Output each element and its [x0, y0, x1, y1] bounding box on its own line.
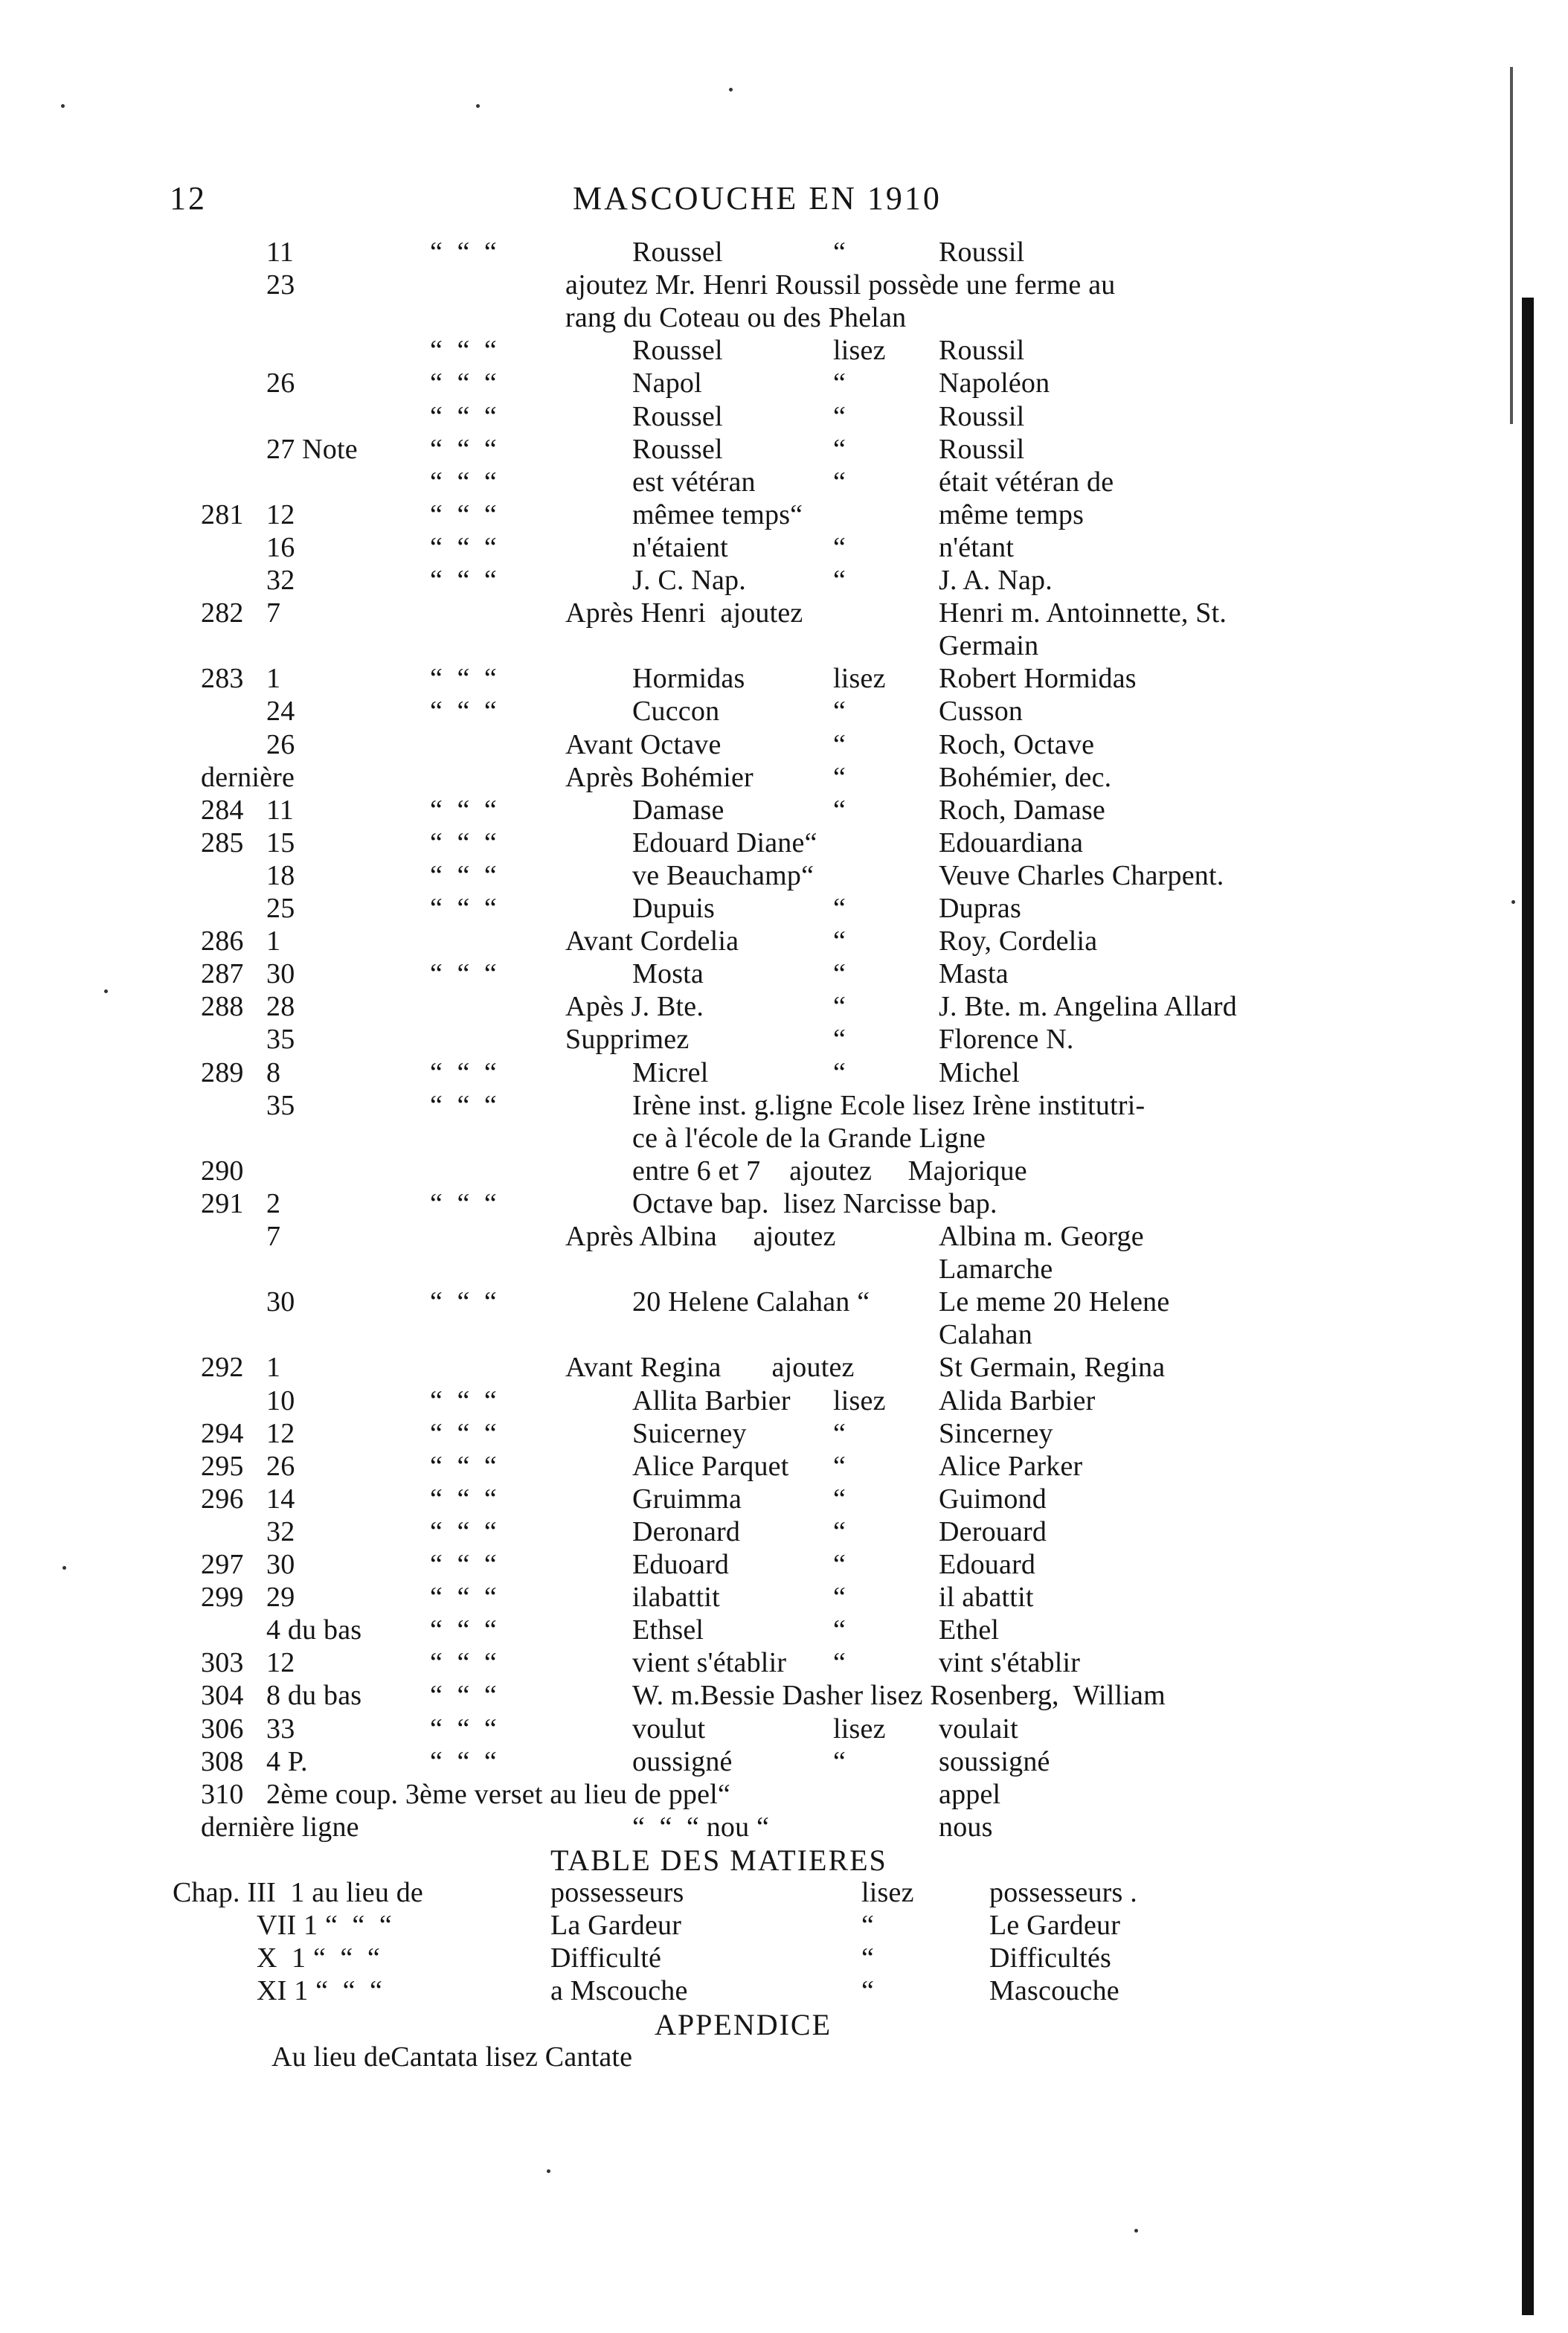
errata-page: 297 — [201, 1549, 244, 1580]
ditto-marks: “ “ “ — [430, 893, 497, 924]
ditto-marks: “ “ “ — [430, 532, 497, 563]
errata-verb: “ — [833, 925, 846, 957]
speck — [61, 104, 65, 108]
errata-verb: lisez — [833, 1385, 886, 1416]
errata-verb: “ — [833, 696, 846, 727]
errata-correction: St Germain, Regina — [939, 1352, 1166, 1383]
errata-verb: “ — [833, 532, 846, 563]
errata-original: ve Beauchamp“ — [632, 860, 814, 891]
errata-original: Roussel — [632, 335, 723, 366]
errata-correction: Albina m. George — [939, 1221, 1144, 1252]
errata-line: 35 — [266, 1024, 295, 1055]
errata-verb: “ — [833, 434, 846, 465]
errata-correction: Le meme 20 Helene — [939, 1286, 1170, 1318]
errata-line: 1 — [266, 1352, 281, 1383]
errata-page: 281 — [201, 499, 244, 530]
errata-line: 12 — [266, 499, 295, 530]
errata-original: Eduoard — [632, 1549, 730, 1580]
errata-line: 27 Note — [266, 434, 358, 465]
errata-correction: Germain — [939, 630, 1039, 661]
errata-original: Apès J. Bte. — [565, 991, 704, 1022]
errata-original: Hormidas — [632, 663, 745, 694]
errata-verb: “ — [833, 1451, 846, 1482]
ditto-marks: “ “ “ — [430, 466, 497, 498]
errata-correction: Roussil — [939, 237, 1025, 268]
errata-correction: vint s'établir — [939, 1647, 1081, 1678]
speck — [1511, 900, 1515, 904]
errata-verb: “ — [833, 466, 846, 498]
ditto-marks: “ “ “ — [430, 795, 497, 826]
errata-page: 299 — [201, 1582, 244, 1613]
errata-line: 25 — [266, 893, 295, 924]
errata-verb: lisez — [833, 663, 886, 694]
ditto-marks: “ “ “ — [430, 1090, 497, 1121]
errata-original: Damase — [632, 795, 724, 826]
ditto-marks: “ “ “ — [430, 958, 497, 989]
errata-line: 11 — [266, 795, 294, 826]
errata-page: 285 — [201, 827, 244, 859]
errata-original: Napol — [632, 368, 702, 399]
errata-correction: Sincerney — [939, 1418, 1053, 1449]
errata-correction: Ethel — [939, 1614, 1000, 1646]
errata-verb: “ — [833, 1057, 846, 1088]
errata-correction: Roch, Damase — [939, 795, 1105, 826]
errata-correction: Cusson — [939, 696, 1024, 727]
errata-original: est vétéran — [632, 466, 756, 498]
errata-verb: “ — [833, 795, 846, 826]
speck — [62, 1566, 66, 1570]
ditto-marks: “ “ “ — [430, 1582, 497, 1613]
errata-original: vient s'établir — [632, 1647, 787, 1678]
errata-original: Supprimez — [565, 1024, 690, 1055]
errata-correction: Edouardiana — [939, 827, 1084, 859]
errata-line: 7 — [266, 1221, 281, 1252]
errata-original: Après Albina ajoutez — [565, 1221, 836, 1252]
errata-original: Avant Octave — [565, 729, 722, 760]
errata-line: 26 — [266, 368, 295, 399]
ditto-marks: “ “ “ — [430, 860, 497, 891]
errata-line: 26 — [266, 1451, 295, 1482]
errata-original: Octave bap. lisez Narcisse bap. — [632, 1188, 997, 1219]
errata-original: Roussel — [632, 434, 723, 465]
errata-line: 2 — [266, 1188, 281, 1219]
errata-page: 304 — [201, 1680, 244, 1711]
ditto-marks: “ “ “ — [430, 1286, 497, 1318]
errata-page: 294 — [201, 1418, 244, 1449]
errata-correction: Edouard — [939, 1549, 1036, 1580]
errata-original: voulut — [632, 1713, 706, 1745]
errata-correction: Lamarche — [939, 1254, 1053, 1285]
errata-verb: “ — [833, 893, 846, 924]
ditto-marks: “ “ “ — [430, 1516, 497, 1547]
errata-original: 20 Helene Calahan “ — [632, 1286, 870, 1318]
errata-original: Edouard Diane“ — [632, 827, 817, 859]
errata-line: 30 — [266, 1549, 295, 1580]
ditto-marks: “ “ “ — [430, 827, 497, 859]
errata-page: 310 — [201, 1779, 244, 1810]
ditto-marks: “ “ “ — [430, 368, 497, 399]
errata-line: 16 — [266, 532, 295, 563]
errata-correction: Napoléon — [939, 368, 1050, 399]
errata-original: Suicerney — [632, 1418, 747, 1449]
errata-line: 12 — [266, 1418, 295, 1449]
errata-original: Après Bohémier — [565, 762, 754, 793]
errata-original: Micrel — [632, 1057, 709, 1088]
errata-original: Irène inst. g.ligne Ecole lisez Irène institutri- — [632, 1090, 1146, 1121]
toc-correction: Difficultés — [989, 1942, 1112, 1974]
errata-page: 283 — [201, 663, 244, 694]
errata-original: n'étaient — [632, 532, 728, 563]
errata-page: 282 — [201, 597, 244, 629]
errata-original: Allita Barbier — [632, 1385, 791, 1416]
errata-line: 4 P. — [266, 1746, 308, 1777]
errata-original: rang du Coteau ou des Phelan — [565, 302, 907, 333]
errata-original: Roussel — [632, 401, 723, 432]
toc-original: La Gardeur — [550, 1910, 682, 1941]
errata-verb: lisez — [833, 1713, 886, 1745]
running-title: MASCOUCHE EN 1910 — [573, 180, 942, 216]
errata-line: 18 — [266, 860, 295, 891]
errata-correction: Roussil — [939, 401, 1025, 432]
errata-correction: appel — [939, 1779, 1001, 1810]
ditto-marks: “ “ “ — [430, 1614, 497, 1646]
toc-chapter: XI 1 “ “ “ — [257, 1975, 383, 2006]
errata-correction: Henri m. Antoinnette, St. — [939, 597, 1227, 629]
errata-correction: soussigné — [939, 1746, 1050, 1777]
toc-verb: “ — [861, 1975, 875, 2006]
ditto-marks: “ “ “ — [430, 237, 497, 268]
errata-correction: Alida Barbier — [939, 1385, 1096, 1416]
errata-verb: “ — [833, 1746, 846, 1777]
ditto-marks: “ “ “ — [430, 565, 497, 596]
errata-correction: Calahan — [939, 1319, 1032, 1350]
errata-verb: lisez — [833, 335, 886, 366]
errata-original: Deronard — [632, 1516, 741, 1547]
errata-correction: Derouard — [939, 1516, 1047, 1547]
errata-original: Alice Parquet — [632, 1451, 789, 1482]
errata-line: 26 — [266, 729, 295, 760]
errata-page: dernière — [201, 762, 295, 793]
errata-verb: “ — [833, 958, 846, 989]
errata-correction: Roussil — [939, 335, 1025, 366]
errata-verb: “ — [833, 1418, 846, 1449]
errata-original: ilabattit — [632, 1582, 720, 1613]
toc-verb: “ — [861, 1910, 875, 1941]
ditto-marks: “ “ “ — [430, 1385, 497, 1416]
errata-correction: Robert Hormidas — [939, 663, 1137, 694]
errata-line: 7 — [266, 597, 281, 629]
errata-verb: “ — [833, 1647, 846, 1678]
speck — [729, 88, 733, 92]
errata-page: 296 — [201, 1483, 244, 1515]
errata-page: 295 — [201, 1451, 244, 1482]
speck — [547, 2169, 550, 2173]
errata-correction: n'étant — [939, 532, 1015, 563]
ditto-marks: “ “ “ — [430, 1549, 497, 1580]
errata-line: 28 — [266, 991, 295, 1022]
errata-original: Mosta — [632, 958, 704, 989]
toc-correction: possesseurs . — [989, 1877, 1137, 1908]
errata-original: “ “ “ nou “ — [632, 1811, 770, 1843]
errata-page: 292 — [201, 1352, 244, 1383]
errata-line: 32 — [266, 565, 295, 596]
speck — [104, 989, 108, 993]
errata-verb: “ — [833, 1549, 846, 1580]
errata-line: 24 — [266, 696, 295, 727]
errata-line: 12 — [266, 1647, 295, 1678]
errata-page: 290 — [201, 1155, 244, 1187]
errata-original: Ethsel — [632, 1614, 704, 1646]
errata-verb: “ — [833, 1614, 846, 1646]
errata-correction: Roy, Cordelia — [939, 925, 1098, 957]
errata-correction: voulait — [939, 1713, 1018, 1745]
errata-original: ajoutez Mr. Henri Roussil possède une ferme au — [565, 269, 1116, 301]
ditto-marks: “ “ “ — [430, 1680, 497, 1711]
errata-line: 15 — [266, 827, 295, 859]
errata-line: 14 — [266, 1483, 295, 1515]
errata-line: 30 — [266, 1286, 295, 1318]
errata-correction: était vétéran de — [939, 466, 1114, 498]
errata-line: 10 — [266, 1385, 295, 1416]
toc-verb: “ — [861, 1942, 875, 1974]
errata-correction: J. A. Nap. — [939, 565, 1053, 596]
errata-verb: “ — [833, 729, 846, 760]
page-number: 12 — [170, 180, 207, 216]
errata-page: 306 — [201, 1713, 244, 1745]
speck — [476, 104, 480, 108]
errata-verb: “ — [833, 1024, 846, 1055]
errata-original: mêmee temps“ — [632, 499, 803, 530]
ditto-marks: “ “ “ — [430, 335, 497, 366]
toc-verb: lisez — [861, 1877, 914, 1908]
errata-correction: Roussil — [939, 434, 1025, 465]
toc-chapter: Chap. III 1 au lieu de — [173, 1877, 423, 1908]
errata-line: 30 — [266, 958, 295, 989]
errata-line: 8 — [266, 1057, 281, 1088]
errata-line: 1 — [266, 663, 281, 694]
errata-verb: “ — [833, 237, 846, 268]
errata-correction: nous — [939, 1811, 993, 1843]
errata-correction: il abattit — [939, 1582, 1034, 1613]
errata-correction: Masta — [939, 958, 1009, 989]
errata-line: 11 — [266, 237, 294, 268]
errata-page: 289 — [201, 1057, 244, 1088]
toc-original: possesseurs — [550, 1877, 684, 1908]
toc-original: Difficulté — [550, 1942, 662, 1974]
scan-edge-line — [1510, 67, 1513, 424]
errata-page: 284 — [201, 795, 244, 826]
errata-page: 291 — [201, 1188, 244, 1219]
errata-line: 4 du bas — [266, 1614, 362, 1646]
errata-page: 288 — [201, 991, 244, 1022]
ditto-marks: “ “ “ — [430, 663, 497, 694]
ditto-marks: “ “ “ — [430, 1451, 497, 1482]
ditto-marks: “ “ “ — [430, 499, 497, 530]
errata-line: 29 — [266, 1582, 295, 1613]
errata-line: 1 — [266, 925, 281, 957]
ditto-marks: “ “ “ — [430, 1057, 497, 1088]
errata-correction: Roch, Octave — [939, 729, 1095, 760]
errata-original: Avant Regina ajoutez — [565, 1352, 855, 1383]
errata-verb: “ — [833, 762, 846, 793]
ditto-marks: “ “ “ — [430, 434, 497, 465]
ditto-marks: “ “ “ — [430, 1746, 497, 1777]
ditto-marks: “ “ “ — [430, 401, 497, 432]
errata-line: 23 — [266, 269, 295, 301]
toc-original: a Mscouche — [550, 1975, 688, 2006]
errata-verb: “ — [833, 1483, 846, 1515]
ditto-marks: “ “ “ — [430, 1418, 497, 1449]
ditto-marks: “ “ “ — [430, 1188, 497, 1219]
errata-correction: Alice Parker — [939, 1451, 1083, 1482]
ditto-marks: “ “ “ — [430, 1647, 497, 1678]
errata-original: Dupuis — [632, 893, 715, 924]
errata-original: Gruimma — [632, 1483, 742, 1515]
errata-page: 308 — [201, 1746, 244, 1777]
toc-chapter: X 1 “ “ “ — [257, 1942, 380, 1974]
scan-edge-bar — [1522, 298, 1534, 2315]
errata-original: Après Henri ajoutez — [565, 597, 803, 629]
errata-verb: “ — [833, 565, 846, 596]
errata-original: J. C. Nap. — [632, 565, 746, 596]
errata-correction: Veuve Charles Charpent. — [939, 860, 1224, 891]
errata-original: W. m.Bessie Dasher lisez Rosenberg, William — [632, 1680, 1166, 1711]
errata-correction: Guimond — [939, 1483, 1047, 1515]
errata-page: dernière ligne — [201, 1811, 359, 1843]
errata-original: entre 6 et 7 ajoutez Majorique — [632, 1155, 1027, 1187]
errata-line: 33 — [266, 1713, 295, 1745]
errata-page: 286 — [201, 925, 244, 957]
errata-line: 35 — [266, 1090, 295, 1121]
errata-correction: Florence N. — [939, 1024, 1074, 1055]
ditto-marks: “ “ “ — [430, 1713, 497, 1745]
errata-verb: “ — [833, 991, 846, 1022]
speck — [1134, 2229, 1138, 2233]
toc-correction: Mascouche — [989, 1975, 1119, 2006]
toc-correction: Le Gardeur — [989, 1910, 1121, 1941]
errata-correction: Michel — [939, 1057, 1020, 1088]
section-heading: APPENDICE — [655, 2008, 832, 2041]
errata-correction: même temps — [939, 499, 1085, 530]
ditto-marks: “ “ “ — [430, 1483, 497, 1515]
errata-verb: “ — [833, 1582, 846, 1613]
errata-line: 8 du bas — [266, 1680, 362, 1711]
errata-original: Avant Cordelia — [565, 925, 739, 957]
errata-correction: Dupras — [939, 893, 1021, 924]
errata-original: ce à l'école de la Grande Ligne — [632, 1123, 986, 1154]
errata-correction: Bohémier, dec. — [939, 762, 1112, 793]
errata-line: 32 — [266, 1516, 295, 1547]
section-heading: TABLE DES MATIERES — [550, 1843, 887, 1877]
ditto-marks: “ “ “ — [430, 696, 497, 727]
errata-verb: “ — [833, 368, 846, 399]
errata-correction: J. Bte. m. Angelina Allard — [939, 991, 1237, 1022]
toc-chapter: VII 1 “ “ “ — [257, 1910, 392, 1941]
errata-verb: “ — [833, 1516, 846, 1547]
errata-original: Roussel — [632, 237, 723, 268]
errata-line: 2ème coup. 3ème verset au lieu de ppel“ — [266, 1779, 730, 1810]
errata-page: 287 — [201, 958, 244, 989]
appendice-line: Au lieu deCantata lisez Cantate — [271, 2041, 633, 2073]
errata-verb: “ — [833, 401, 846, 432]
errata-original: oussigné — [632, 1746, 733, 1777]
errata-page: 303 — [201, 1647, 244, 1678]
errata-original: Cuccon — [632, 696, 720, 727]
